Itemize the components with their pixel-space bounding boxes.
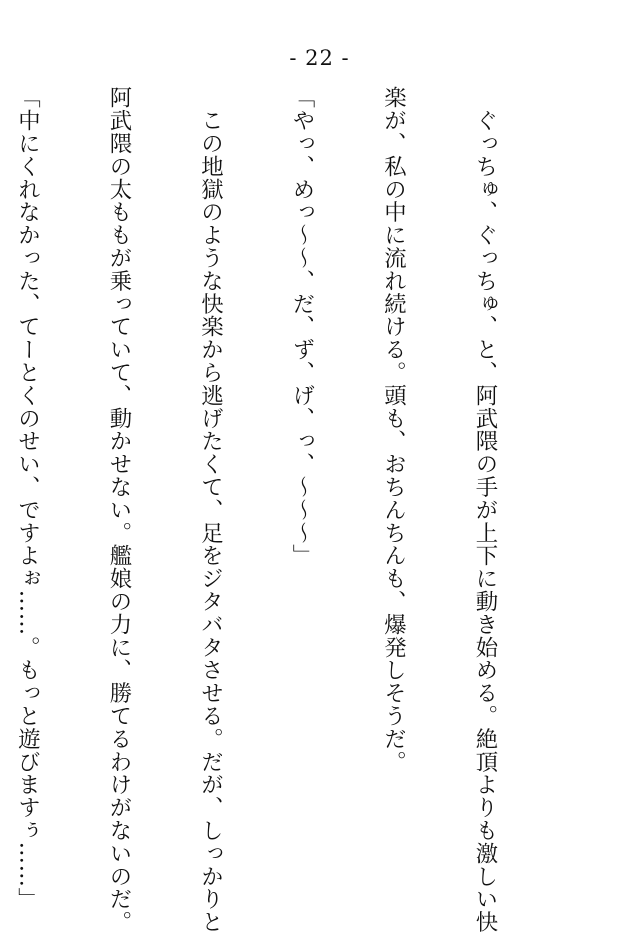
page-number: - 22 - xyxy=(289,46,350,70)
text-line-3: 「やっ、めっ〜〜、だ、ず、げ、っ、〜〜〜」 xyxy=(289,86,315,567)
text-line-2: 楽が、私の中に流れ続ける。頭も、おちんちんも、爆発しそうだ。 xyxy=(380,86,407,773)
text-line-6: 「中にくれなかった、てーとくのせい、ですよぉ……。もっと遊びますぅ……」 xyxy=(14,86,41,911)
text-line-5: 阿武隈の太ももが乗っていて、動かせない。艦娘の力に、勝てるわけがないのだ。 xyxy=(106,86,132,933)
text-line-4: この地獄のような快楽から逃げたくて、足をジタバタさせる。だが、しっかりと xyxy=(197,86,224,933)
text-line-1: ぐっちゅ、ぐっちゅ、と、阿武隈の手が上下に動き始める。絶頂よりも激しい快 xyxy=(472,86,498,933)
novel-text-body xyxy=(14,86,561,933)
